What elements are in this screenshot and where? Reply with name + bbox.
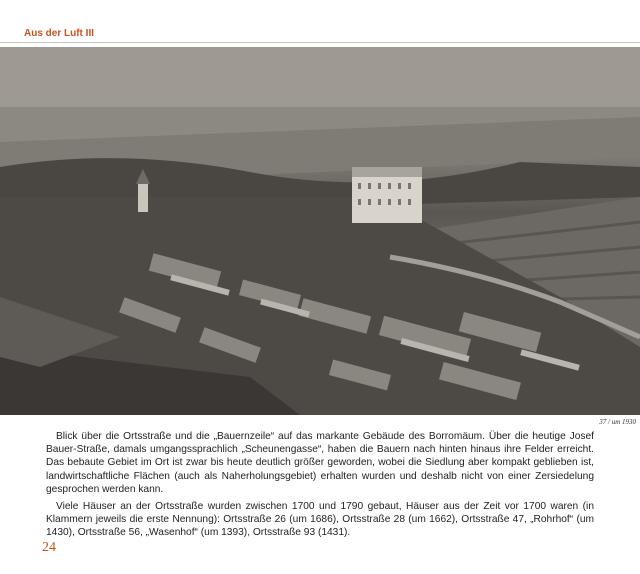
aerial-photo: [0, 47, 640, 415]
running-header: Aus der Luft III: [24, 28, 94, 39]
header-rule: [0, 42, 640, 43]
paragraph-1: Blick über die Ortsstraße und die „Bauernzeile“ auf das markante Gebäude des Borromäum. Über die heutige Josef Bauer-Straße, damals umgangssprachlich „Scheunengasse“, haben die Bauern nach hinten hinaus ihre Felder erreicht. Das bebaute Gebiet im Ort ist zwar bis heute deutlich größer geworden, wobei die Siedlung aber kompakt geblieben ist, landwirtschaftliche Flächen (auch als Naherholungsgebiet) erhalten wurden und deshalb nicht von einer Zersiedelung gesprochen werden kann.: [46, 431, 594, 495]
page-number: 24: [42, 540, 56, 555]
figure-caption: 37 / um 1930: [599, 418, 636, 426]
body-text: [46, 430, 594, 544]
paragraph-2: Viele Häuser an der Ortsstraße wurden zwischen 1700 und 1790 gebaut, Häuser aus der Zeit vor 1700 waren (in Klammern jeweils die erste Nennung): Ortsstraße 26 (um 1686), Ortsstraße 28 (um 1662), Ortsstraße 47, „Rohrhof“ (um 1430), Ortsstraße 56, „Wasenhof“ (um 1393), Ortsstraße 93 (1431).: [46, 501, 594, 539]
